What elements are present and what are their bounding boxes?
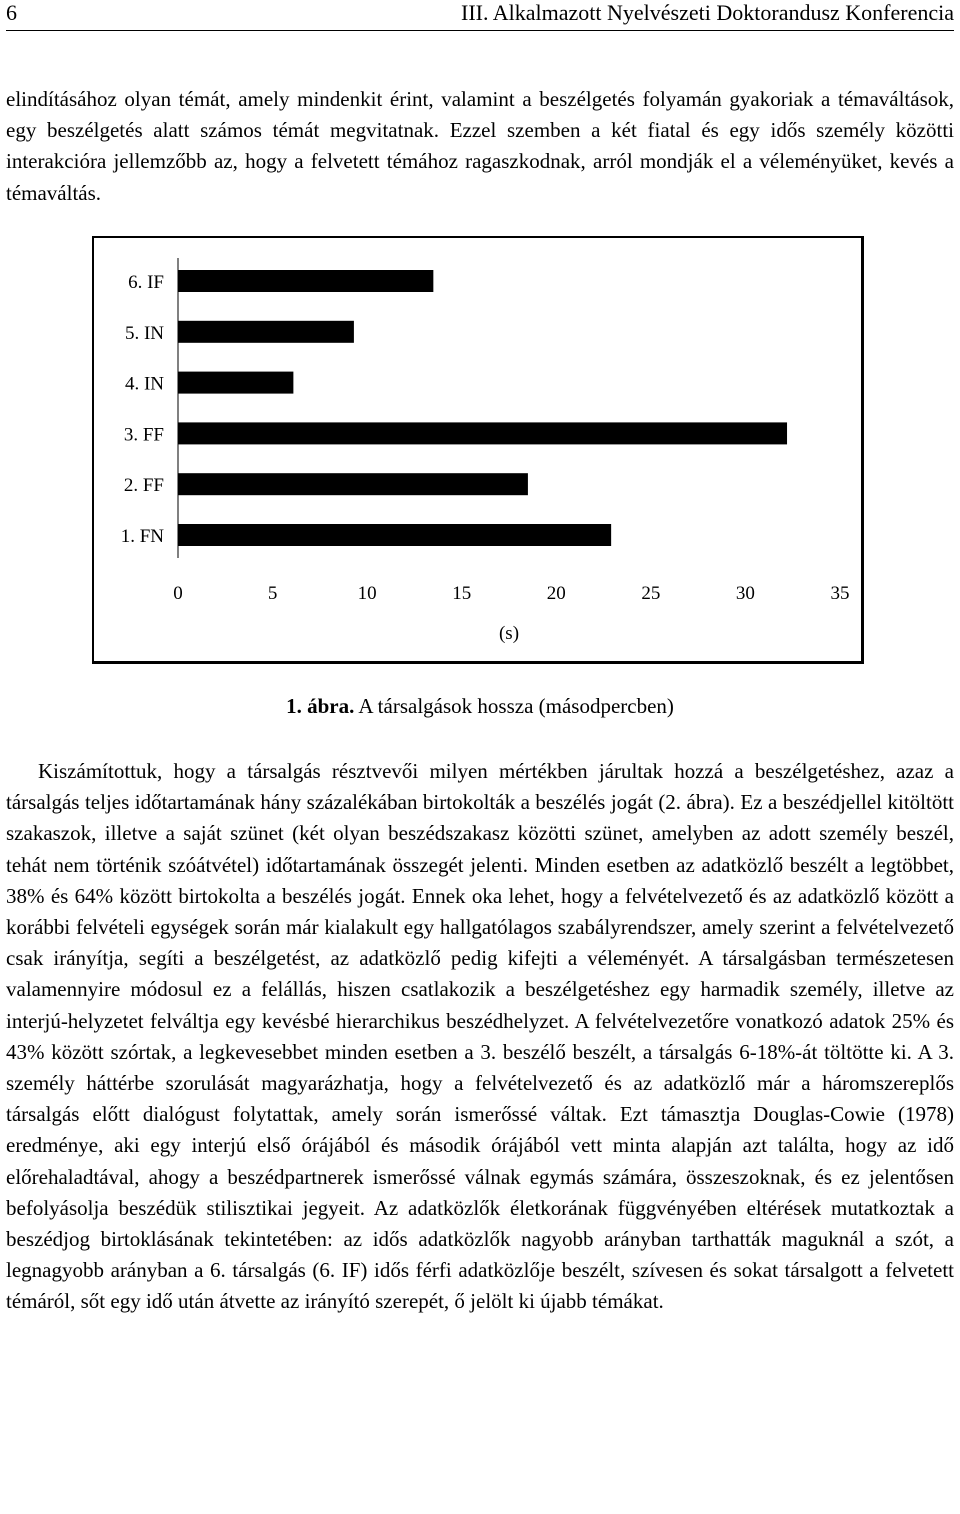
page-header — [6, 0, 954, 31]
x-axis-label: (s) — [498, 623, 520, 644]
bar — [178, 524, 611, 546]
paragraph-intro: elindításához olyan témát, amely mindenkit érint, valamint a beszélgetés folyamán gyakoriak a témaváltások, egy beszélgetés alatt számos témát megvitatnak. Ezzel szemben a két fiatal és egy idős személy közötti interakcióra jellemzőbb az, hogy a felvetett témához ragaszkodnak, arról mondják el a véleményüket, kevés a témaváltás. — [6, 87, 954, 205]
category-label: 6. IF — [128, 272, 164, 293]
x-tick-label: 10 — [357, 583, 377, 604]
bar — [178, 372, 293, 394]
bar — [178, 422, 787, 444]
bar-chart-svg — [94, 238, 864, 664]
bar — [178, 270, 433, 292]
category-label: 4. IN — [124, 373, 164, 395]
figure-caption — [0, 692, 960, 720]
figure-label: 1. ábra. — [286, 694, 355, 718]
category-label: 3. FF — [123, 424, 164, 446]
figure-1-chart — [92, 236, 864, 664]
x-tick-label: 15 — [452, 583, 472, 604]
category-label: 5. IN — [124, 322, 164, 344]
bar — [178, 321, 354, 343]
bar — [178, 473, 528, 495]
x-tick-label: 35 — [830, 583, 850, 604]
running-title: III. Alkalmazott Nyelvészeti Doktorandusz Konferencia — [461, 0, 954, 25]
page-number: 6 — [6, 0, 17, 25]
category-label: 2. FF — [123, 475, 164, 497]
category-label: 1. FN — [120, 526, 164, 547]
x-tick-label: 20 — [546, 583, 566, 604]
x-tick-label: 0 — [173, 583, 183, 604]
paragraph-main: Kiszámítottuk, hogy a társalgás résztvevői milyen mértékben járultak hozzá a beszélgetéshez, azaz a társalgás teljes időtartamának hány százalékában birtokolták a beszélés jogát (2. ábra). Ez a beszédjellel kitöltött szakaszok, illetve a saját szünet (két olyan beszédszakasz közötti szünet, amelyben az adott személy beszél, tehát nem történik szóátvétel) időtartamának összegét jelenti. Minden esetben az adatközlő beszélt a legtöbbet, 38% és 64% között birtokolta a beszélés jogát. Ennek oka lehet, hogy a felvételvezető és az adatközlő között a korábbi felvételi egységek során már kialakult egy hallgatólagos szabályrendszer, amely szerint a felvételvezető csak irányítja, segíti a beszélgetést, az adatközlő pedig kifejti a véleményét. A társalgásban természetesen valamennyire módosul ez a felállás, hiszen csatlakozik a beszélgetéshez egy harmadik személy, illetve az interjú-helyzetet felváltja egy kevésbé hierarchikus beszédhelyzet. A felvételvezetőre vonatkozó adatok 25% és 43% között szórtak, a legkevesebbet minden esetben a 3. beszélő beszélt, a társalgás 6-18%-át töltötte ki. A 3. személy háttérbe szorulását magyarázhatja, hogy a felvételvezető és az adatközlő már a háromszereplős társalgás előtt dialógust folytattak, amely során ismerőssé váltak. Ezt támasztja Douglas-Cowie (1978) eredménye, aki egy interjú első órájából és második órájából vett minta alapján azt találta, hogy az idő előrehaladtával, ahogy a beszédpartnerek ismerőssé válnak egymás számára, összeszoknak, és ez jelentősen befolyásolja beszédük stilisztikai jegyeit. Az adatközlők életkorának függvényében eltérések mutatkoztak a beszédjog birtoklásának tekintetében: az idős adatközlők nagyobb arányban tarthatták maguknál a szót, a legnagyobb arányban a 6. társalgás (6. IF) idős férfi adatközlője beszélt, szívesen és sokat társalgott a felvetett témáról, sőt egy idő után átvette az irányító szerepét, ő jelölt ki újabb témákat. — [6, 759, 954, 1314]
x-tick-label: 30 — [735, 583, 755, 604]
x-tick-label: 5 — [267, 583, 278, 604]
x-tick-label: 25 — [641, 583, 661, 604]
figure-caption-text: A társalgások hossza (másodpercben) — [358, 694, 674, 718]
